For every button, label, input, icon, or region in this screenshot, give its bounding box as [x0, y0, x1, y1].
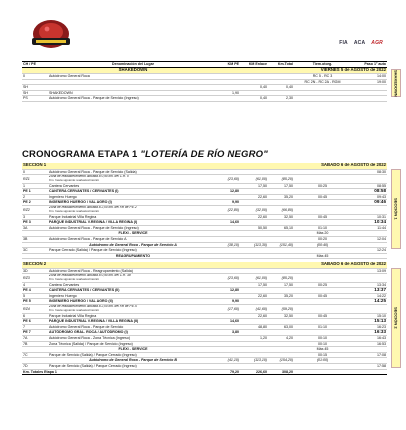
place-sub-label: Km. hasta siguiente reabastecimiento — [49, 208, 100, 213]
paso-cell: 16:33 — [351, 330, 387, 336]
place-label: INGENIERO HUERGO / VAL AGRO (II) — [49, 299, 113, 304]
km-enlace-cell: 0,40 — [240, 96, 268, 102]
col-header: KM Enlace — [240, 62, 268, 68]
paso-cell: 08:58 — [351, 189, 387, 195]
shakedown-title: SHAKEDOWN — [48, 68, 218, 74]
shakedown-date: VIERNES 5 de AGOSTO de 2022 — [218, 68, 387, 74]
ch-cell: RZ1 — [22, 175, 48, 184]
table-row — [22, 274, 387, 283]
place-label: Parque de Servicio (Salida) / Parque Cerrado (Ingreso) — [49, 364, 137, 368]
km-total-cell: (59,20) — [268, 305, 294, 314]
place-label: Autódromo de General Roca - Parque de Servicio B — [89, 358, 177, 363]
km-enlace-cell: 0,40 — [240, 85, 268, 91]
section-2-side-tab: SECCIÓN 2 — [391, 268, 401, 368]
km-enlace-cell: 17,50 — [240, 183, 268, 189]
paso-cell: 12:24 — [351, 248, 387, 254]
ch-cell: 3D — [22, 268, 48, 274]
ch-cell: 3A — [22, 225, 48, 231]
km-pe-cell: (23,60) — [218, 175, 240, 184]
km-pe-cell — [218, 253, 240, 259]
ch-cell: 5 — [22, 293, 48, 299]
col-header: CH / PE — [22, 62, 48, 68]
tiempo-cell: (01:00) — [294, 358, 351, 364]
paso-cell — [351, 206, 387, 215]
ch-cell: PE 2 — [22, 200, 48, 206]
paso-cell: 12:04 — [351, 237, 387, 243]
ch-cell: PE 1 — [22, 189, 48, 195]
sponsor-aca-logo: ACA — [353, 40, 366, 46]
place-label: AUTÓDROMO GRAL. ROCA / AUTÓDROMO (I) — [49, 330, 128, 335]
col-header: Paso 1° auto — [351, 62, 387, 68]
ch-cell: PE 6 — [22, 319, 48, 325]
km-pe-cell — [218, 96, 240, 102]
tiempo-cell: 00:45 — [294, 214, 351, 220]
km-enlace-cell: 1,20 — [240, 336, 268, 342]
section-1-block — [22, 163, 399, 259]
paso-cell — [351, 305, 387, 314]
section-1-rows — [22, 169, 387, 259]
tiempo-cell: 00:25 — [294, 183, 351, 189]
place-label: FLEXI - SERVICE — [118, 231, 148, 236]
paso-cell: 09:43 — [351, 194, 387, 200]
place-label: Autódromo General Roca - Reagrupamiento (Salida) — [49, 268, 133, 273]
km-total-cell: 17,50 — [268, 282, 294, 288]
km-enlace-cell: (32,00) — [240, 206, 268, 215]
paso-cell: 09:46 — [351, 200, 387, 206]
km-total-cell: 17,50 — [268, 183, 294, 189]
tiempo-cell: 00:15 — [294, 352, 351, 358]
km-total-cell: 35,20 — [268, 293, 294, 299]
ch-cell: 2 — [22, 194, 48, 200]
km-pe-cell: (17,60) — [218, 305, 240, 314]
place-label: Zona de reabastecimiento ubicada a 0,90 km. del C.H. 3d — [49, 273, 131, 278]
km-pe-cell: 12,80 — [218, 189, 240, 195]
ch-cell: PS — [22, 96, 48, 102]
stage-title-name: "LOTERÍA DE RÍO NEGRO" — [140, 149, 268, 160]
place-label: Autódromo General Roca - Parque de Servicio — [49, 324, 124, 329]
sponsor-agr-logo: AGR — [371, 40, 383, 46]
tiempo-cell — [294, 96, 351, 102]
paso-cell: 14:00 — [351, 74, 387, 80]
ch-cell: RZ2 — [22, 206, 48, 215]
shakedown-side-tab: SHAKEDOWN — [391, 69, 401, 97]
place-label: CANTERA CERVANTES / CERVANTES (I) — [49, 189, 119, 194]
paso-cell — [351, 253, 387, 259]
km-enlace-cell: 22,60 — [240, 293, 268, 299]
tiempo-cell: 00:10 — [294, 341, 351, 347]
km-pe-cell: 9,90 — [218, 200, 240, 206]
paso-cell: 10:34 — [351, 220, 387, 226]
place-cell — [48, 175, 218, 184]
km-enlace-cell: 50,50 — [240, 225, 268, 231]
paso-cell: 16:23 — [351, 324, 387, 330]
place-cell — [48, 96, 218, 102]
tiempo-cell: RC 5 - RC 3 — [294, 74, 351, 80]
paso-cell: 15:10 — [351, 313, 387, 319]
paso-cell: 16:53 — [351, 341, 387, 347]
km-total-cell: 65,10 — [268, 225, 294, 231]
paso-cell: 15:13 — [351, 319, 387, 325]
place-cell — [48, 305, 218, 314]
ch-cell: 0 — [22, 74, 48, 80]
table-row — [22, 175, 387, 184]
place-label: Autódromo General Roca - Zona Técnica (Ingreso) — [49, 336, 131, 341]
paso-cell: 16:43 — [351, 336, 387, 342]
ch-cell: RZ3 — [22, 274, 48, 283]
col-header: Denominación del Lugar — [48, 62, 218, 68]
rally-event-logo — [22, 14, 80, 54]
place-label: REAGRUPAMIENTO — [115, 253, 151, 258]
km-enlace-cell: 17,50 — [240, 282, 268, 288]
section-2-block — [22, 262, 399, 375]
ch-cell: 7 — [22, 324, 48, 330]
tiempo-cell — [294, 274, 351, 283]
tiempo-cell — [294, 305, 351, 314]
place-cell — [48, 253, 218, 259]
section-2-label: SECCIÓN 2 — [22, 262, 218, 268]
paso-cell: 13:34 — [351, 282, 387, 288]
km-enlace-cell — [240, 253, 268, 259]
place-label: CANTERA CERVANTES / CERVANTES (II) — [49, 288, 120, 293]
km-pe-cell: (41,10) — [218, 358, 240, 364]
paso-cell — [351, 175, 387, 184]
tiempo-cell: (00:40) — [294, 242, 351, 248]
paso-cell: 19:00 — [351, 79, 387, 85]
ch-cell: 7A — [22, 336, 48, 342]
ch-cell — [22, 253, 48, 259]
col-header: KM PE — [218, 62, 240, 68]
km-pe-cell: 1,90 — [218, 90, 240, 96]
place-label: PARQUE INDUSTRIAL V.REGINA / VILLA REGINA (I) — [49, 220, 138, 225]
ch-cell: 1 — [22, 183, 48, 189]
km-pe-cell: 12,80 — [218, 288, 240, 294]
paso-cell: 11:44 — [351, 225, 387, 231]
km-pe-cell: 79,20 — [218, 369, 240, 375]
km-enlace-cell: (113,10) — [240, 358, 268, 364]
table-row — [22, 369, 387, 375]
km-total-cell: 2,30 — [268, 96, 294, 102]
km-total-cell: (85,20) — [268, 274, 294, 283]
ch-cell: PE 3 — [22, 220, 48, 226]
km-total-cell: 32,50 — [268, 313, 294, 319]
table-row — [22, 96, 387, 102]
place-label: Parque Cerrado (Salida) / Parque de Servicio (Ingreso) — [49, 248, 137, 253]
section-2-table — [22, 262, 387, 375]
tiempo-cell: Máx.45 — [294, 347, 351, 353]
tiempo-cell: 00:45 — [294, 293, 351, 299]
paso-cell: 17:58 — [351, 364, 387, 370]
place-label: Autódromo General Roca - Parque de Servicio (Ingreso) — [49, 225, 139, 230]
table-row — [22, 253, 387, 259]
km-enlace-cell: 22,60 — [240, 194, 268, 200]
ch-cell: 3C — [22, 248, 48, 254]
table-row — [22, 206, 387, 215]
tiempo-cell: RC 2N - RC 2A - RGM — [294, 79, 351, 85]
section-1-label: SECCIÓN 1 — [22, 163, 218, 169]
km-total-cell: (154,20) — [268, 358, 294, 364]
km-pe-cell: (22,80) — [218, 206, 240, 215]
place-label: FLEXI - SERVICE — [118, 347, 148, 352]
paso-cell: 17:08 — [351, 352, 387, 358]
shakedown-rows — [22, 74, 387, 102]
place-label: Autódromo General Roca — [49, 74, 90, 78]
place-label: Parque Industrial Villa Regina — [49, 214, 97, 219]
section-1-side-tab: SECCIÓN 1 — [391, 169, 401, 249]
tiempo-cell — [294, 175, 351, 184]
place-cell — [48, 274, 218, 283]
place-label: Parque Industrial Villa Regina — [49, 313, 97, 318]
km-total-cell: (151,40) — [268, 242, 294, 248]
sponsor-logos — [339, 40, 383, 46]
col-header: Tiem.otorg. — [294, 62, 351, 68]
place-sub-label: Km. hasta siguiente reabastecimiento — [49, 276, 100, 281]
place-label: Autódromo de General Roca - Parque de Servicio A — [89, 242, 177, 247]
tiempo-cell: 00:25 — [294, 282, 351, 288]
section-2-date: SÁBADO 6 de AGOSTO de 2022 — [218, 262, 387, 268]
km-enlace-cell: 48,80 — [240, 324, 268, 330]
km-enlace-cell: (61,00) — [240, 175, 268, 184]
km-total-cell: 32,50 — [268, 214, 294, 220]
paso-cell — [351, 274, 387, 283]
ch-cell: 7D — [22, 364, 48, 370]
ch-cell: 3B — [22, 237, 48, 243]
place-sub-label: Km. hasta siguiente reabastecimiento — [49, 307, 100, 312]
ch-cell: 4 — [22, 282, 48, 288]
document-page — [22, 0, 399, 430]
km-total-cell: 308,20 — [268, 369, 294, 375]
paso-cell: 14:22 — [351, 293, 387, 299]
paso-cell: 08:30 — [351, 169, 387, 175]
km-total-cell: 35,20 — [268, 194, 294, 200]
place-label: Ingeniero Huergo — [49, 194, 77, 199]
km-total-cell: 63,00 — [268, 324, 294, 330]
tiempo-cell: 00:45 — [294, 194, 351, 200]
km-pe-cell: (38,10) — [218, 242, 240, 248]
place-label: Cantera Cervantes — [49, 183, 80, 188]
km-total-cell: (66,80) — [268, 206, 294, 215]
stage-title — [22, 149, 268, 160]
km-pe-cell: 14,60 — [218, 220, 240, 226]
ch-cell: PE 5 — [22, 299, 48, 305]
place-label: Autódromo General Roca - Parque de Servicio (Salida) — [49, 169, 137, 174]
place-label: Zona Técnica (Salida) / Parque de Servicio (Ingreso) — [49, 341, 133, 346]
place-label: Autódromo General Roca - Parque de Servicio (Ingreso) — [49, 96, 139, 101]
km-enlace-cell: (113,30) — [240, 242, 268, 248]
km-total-cell: 0,40 — [268, 85, 294, 91]
shakedown-block — [22, 61, 399, 102]
km-total-cell: (85,20) — [268, 175, 294, 184]
ch-cell: Km. Totales Etapa 1 — [22, 369, 218, 375]
paso-cell: 10:31 — [351, 214, 387, 220]
ch-cell: PE 7 — [22, 330, 48, 336]
km-total-cell: 4,20 — [268, 336, 294, 342]
km-enlace-cell: (41,60) — [240, 305, 268, 314]
place-label: PARQUE INDUSTRIAL V.REGINA / VILLA REGINA (II) — [49, 319, 139, 324]
ch-cell: SH — [22, 85, 48, 91]
tiempo-cell — [294, 206, 351, 215]
section-2-rows — [22, 268, 387, 375]
km-pe-cell: (23,60) — [218, 274, 240, 283]
km-pe-cell: 3,80 — [218, 330, 240, 336]
km-pe-cell: 14,60 — [218, 319, 240, 325]
place-label: SHAKEDOWN — [49, 90, 73, 95]
place-cell — [48, 206, 218, 215]
paso-cell: 08:55 — [351, 183, 387, 189]
ch-cell: 7C — [22, 352, 48, 358]
stage-title-main: CRONOGRAMA ETAPA 1 — [22, 149, 138, 160]
tiempo-cell: 00:10 — [294, 336, 351, 342]
tiempo-cell: 01:10 — [294, 324, 351, 330]
paso-cell — [351, 369, 387, 375]
ch-cell: 0 — [22, 169, 48, 175]
paso-cell: 13:09 — [351, 268, 387, 274]
place-label: Parque de Servicio (Salida) / Parque Cerrado (Ingreso) — [49, 352, 137, 357]
km-enlace-cell: 22,60 — [240, 214, 268, 220]
ch-cell: RZ4 — [22, 305, 48, 314]
paso-cell: 14:25 — [351, 299, 387, 305]
table-row — [22, 305, 387, 314]
paso-cell — [351, 96, 387, 102]
place-label: Zona de reabastecimiento ubicada a 2,00 km. del Fin de P.E.5 — [49, 304, 137, 309]
place-label: Zona de reabastecimiento ubicada a 2,00 km. del Fin de P.E.2 — [49, 205, 137, 210]
tiempo-cell: Máx.20 — [294, 231, 351, 237]
km-enlace-cell: 22,60 — [240, 313, 268, 319]
km-enlace-cell: (61,00) — [240, 274, 268, 283]
place-label: Zona de reabastecimiento ubicada a 0,90 km. del C.H. 0 — [49, 174, 129, 179]
ch-cell: SH — [22, 90, 48, 96]
place-label: Cantera Cervantes — [49, 282, 80, 287]
tiempo-cell: 01:10 — [294, 225, 351, 231]
ch-cell: 6 — [22, 313, 48, 319]
section-1-date: SÁBADO 6 de AGOSTO de 2022 — [218, 163, 387, 169]
place-label: INGENIERO HUERGO / VAL AGRO (I) — [49, 200, 112, 205]
tiempo-cell: Máx.45 — [294, 253, 351, 259]
col-header: Km.Total — [268, 62, 294, 68]
place-label: Ingeniero Huergo — [49, 293, 77, 298]
place-sub-label: Km. hasta siguiente reabastecimiento — [49, 177, 100, 182]
tiempo-cell — [294, 369, 351, 375]
ch-cell: 7B — [22, 341, 48, 347]
tiempo-cell: 00:45 — [294, 313, 351, 319]
shakedown-table — [22, 61, 387, 102]
sponsor-fia-logo: FIA — [339, 40, 348, 46]
section-1-table — [22, 163, 387, 259]
paso-cell: 13:37 — [351, 288, 387, 294]
tiempo-cell: 00:20 — [294, 237, 351, 243]
place-label: Autódromo General Roca - Parque de Servicio A — [49, 237, 127, 242]
ch-cell: 3 — [22, 214, 48, 220]
km-enlace-cell: 226,60 — [240, 369, 268, 375]
km-total-cell — [268, 253, 294, 259]
km-pe-cell: 9,90 — [218, 299, 240, 305]
ch-cell: PE 4 — [22, 288, 48, 294]
